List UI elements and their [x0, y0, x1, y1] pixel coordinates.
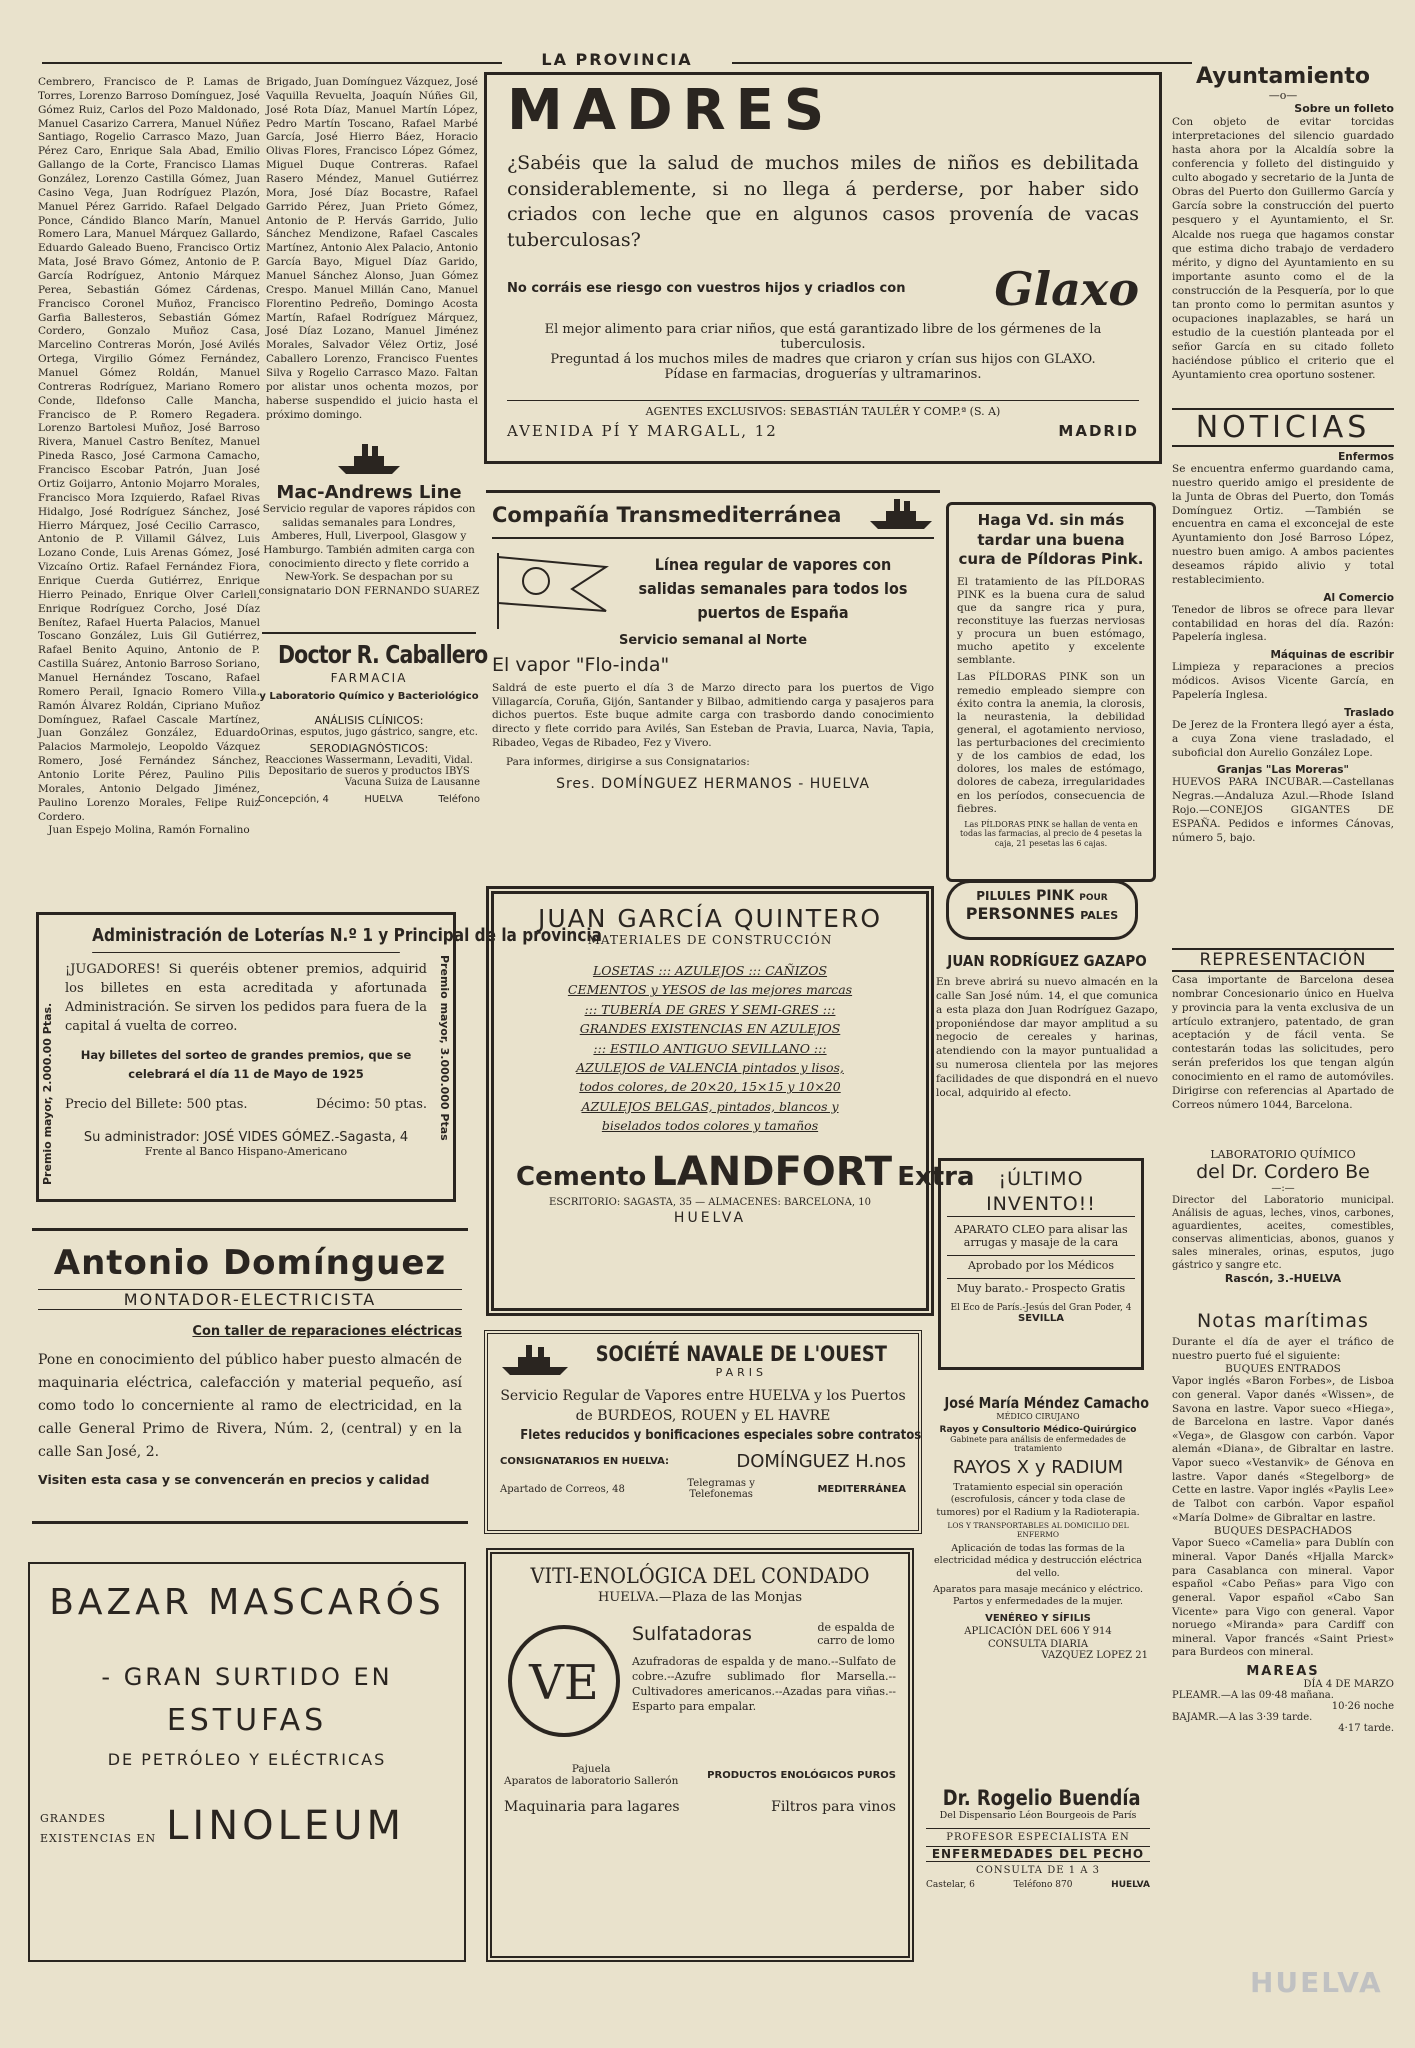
antonio-dominguez-ad	[32, 1228, 468, 1524]
caballero-sero-text: Reacciones Wassermann, Levaditi, Vidal. Depositario de sueros y productos IBYS	[265, 755, 473, 777]
bazar-l1: - GRAN SURTIDO EN	[101, 1663, 393, 1691]
trans-text: Saldrá de este puerto el día 3 de Marzo directo para los puertos de Vigo Villagarcía, Coruña, Gijón, Santander y Bilbao, admitiendo carga y pasajeros para dichos puertos. Este buque admite carga con trasbordo dando conocimiento directo y flete corrido para Avilés, San Esteban de Pravia, Luarca, Navia, Tapia, Ribadeo, Vegas de Ribadeo, Fez y Vivero.	[492, 682, 934, 749]
viti-enologica-ad	[486, 1548, 914, 1962]
buendia-sub: Del Dispensario Léon Bourgeois de París	[939, 1810, 1137, 1821]
mendez-camacho-ad	[922, 1390, 1154, 1780]
notas-date: DÍA 4 DE MARZO	[1303, 1679, 1394, 1691]
ultimo-aprobado: Aprobado por los Médicos	[947, 1255, 1135, 1272]
notas-t3d: 4·17 tarde.	[1338, 1723, 1394, 1735]
viti-pajuela: Pajuela	[571, 1763, 611, 1775]
ouest-title: SOCIÉTÉ NAVALE DE L'OUEST	[595, 1342, 887, 1366]
madres-risk-row	[507, 262, 1139, 316]
pink-pill-box	[946, 880, 1138, 940]
notas-intro: Durante el día de ayer el tráfico de nuestro puerto fué el siguiente:	[1172, 1336, 1394, 1362]
viti-filtros: Filtros para vinos	[771, 1799, 896, 1815]
loterias-p1: ¡JUGADORES! Si queréis obtener premios, adquirid los billetes en esta acreditada y afortunada Administración. Se sirven los pedidos para fuera de la capital á vuelta de correo.	[65, 962, 427, 1034]
noticias-h1: Enfermos	[1338, 451, 1394, 463]
noticias-title: NOTICIAS	[1172, 408, 1394, 447]
quintero-item-8: AZULEJOS BELGAS, pintados, blancos y	[581, 1098, 839, 1114]
ouest-fletes: Fletes reducidos y bonificaciones especiales sobre contratos	[520, 1428, 922, 1444]
caballero-city: HUELVA	[364, 794, 403, 805]
bazar-l2: ESTUFAS	[166, 1703, 328, 1738]
pink-can-3: POUR	[1079, 893, 1108, 903]
quintero-item-5: ::: ESTILO ANTIGUO SEVILLANO :::	[593, 1040, 827, 1056]
noticias-t4: De Jerez de la Frontera llegó ayer a ésta, a cuya Zona viene trasladado, el suboficial don Aurelio González Lope.	[1172, 718, 1394, 759]
gazapo-title: JUAN RODRÍGUEZ GAZAPO	[947, 952, 1147, 970]
madres-address: AVENIDA PÍ Y MARGALL, 12	[507, 421, 778, 440]
noticias-t2: Tenedor de libros se ofrece para llevar contabilidad en horas del día. Razón: Papelería inglesa.	[1172, 603, 1394, 644]
buendia-title: Dr. Rogelio Buendía	[942, 1786, 1141, 1810]
madres-city: MADRID	[1058, 421, 1139, 440]
notas-t3b: 10·26 noche	[1331, 1701, 1394, 1713]
ultimo-eco: El Eco de París.-Jesús del Gran Poder, 4	[950, 1303, 1132, 1314]
pink-title: Haga Vd. sin más tardar una buena cura de Píldoras Pink.	[958, 511, 1144, 568]
viti-aparatos: Aparatos de laboratorio Sallerón	[504, 1775, 679, 1787]
noticias-h2: Al Comercio	[1323, 591, 1394, 604]
pink-pills-ad	[946, 502, 1156, 882]
pink-p2: Las PÍLDORAS PINK son un remedio empleado siempre con éxito contra la anemia, la clorosis, la neurastenia, la debilidad general, el agotamiento nervioso, las perturbaciones del crecimiento y de los cambios de edad, los dolores, los males de estómago, dolores de cabeza, irregularidades en los períodos, consecuencia de fiebres.	[957, 671, 1145, 815]
loterias-title: Administración de Loterías N.º 1 y Principal de la provincia	[92, 925, 400, 953]
quintero-item-1: LOSETAS ::: AZULEJOS ::: CAÑIZOS	[592, 963, 828, 978]
loterias-prices	[65, 1097, 427, 1112]
landfort-row	[516, 1149, 975, 1196]
masthead-rule-right	[732, 62, 1192, 64]
quintero-item-9: biselados todos colores y tamaños	[601, 1118, 819, 1133]
dominguez-visit: Visiten esta casa y se convencerán en precios y calidad	[38, 1472, 430, 1488]
bazar-lino-row	[40, 1803, 454, 1849]
notas-h2: BUQUES DESPACHADOS	[1213, 1525, 1353, 1538]
ultimo-barato: Muy barato.- Prospecto Gratis	[947, 1278, 1135, 1295]
ouest-city: PARIS	[715, 1366, 767, 1379]
noticias-section	[1172, 408, 1394, 928]
caballero-phone: Teléfono	[438, 794, 480, 805]
laboratorio-sep: —:—	[1271, 1183, 1295, 1194]
loterias-side-right: Premio mayor, 3.000.000 Ptas	[438, 955, 451, 1141]
trans-service: Servicio semanal al Norte	[618, 633, 808, 648]
buendia-prof: PROFESOR ESPECIALISTA EN	[926, 1828, 1150, 1843]
loterias-p2: Hay billetes del sorteo de grandes premios, que se celebrará el día 11 de Mayo de 1925	[80, 1048, 412, 1081]
quintero-item-7: todos colores, de 20×20, 15×15 y 10×20	[579, 1079, 841, 1095]
viti-row2	[504, 1763, 896, 1787]
landfort-cemento: Cemento	[516, 1162, 647, 1193]
noticias-h3: Máquinas de escribir	[1270, 649, 1394, 662]
dominguez-taller: Con taller de reparaciones eléctricas	[192, 1324, 462, 1339]
ouest-header	[500, 1342, 906, 1379]
caballero-ad	[258, 640, 488, 870]
masthead-title: LA PROVINCIA	[541, 50, 693, 69]
ouest-service: Servicio Regular de Vapores entre HUELVA y los Puertos de BURDEOS, ROUEN y EL HAVRE	[500, 1388, 906, 1424]
conscripts-last-line: Juan Espejo Molina, Ramón Fornalino	[48, 824, 250, 837]
ayuntamiento-subtitle: Sobre un folleto	[1294, 102, 1394, 115]
viti-title: VITI-ENOLÓGICA DEL CONDADO	[530, 1564, 870, 1588]
mendez-t4: VENÉREO Y SÍFILIS	[985, 1612, 1091, 1624]
laboratorio-text: Director del Laboratorio municipal. Análisis de aguas, leches, vinos, carbones, aguardientes, aceites, comestibles, conservas alimenticias, abonos, guanos y sales minerales, orinas, esputos, jugo gástrico y sangre etc.	[1172, 1195, 1394, 1271]
viti-sulfatadoras: Sulfatadoras	[632, 1623, 752, 1645]
bazar-g1: GRANDES	[40, 1812, 107, 1826]
dominguez-text: Pone en conocimiento del público haber puesto almacén de maquinaria eléctrica, calefacción y material pequeño, así como todo lo concerniente al ramo de electricidad, en la calle General Primo de Rivera, Núm. 2, (central) y en la calle San José, 2.	[38, 1352, 462, 1461]
ultimo-aparato: APARATO CLEO para alisar las arrugas y masaje de la cara	[954, 1223, 1128, 1250]
noticias-t3: Limpieza y reparaciones a precios módicos. Avisos Vicente García, en Papelería Inglesa.	[1172, 661, 1394, 702]
trans-ship: El vapor "Flo-inda"	[492, 654, 670, 676]
quintero-item-2: CEMENTOS y YESOS de las mejores marcas	[567, 982, 853, 998]
caballero-address: Concepción, 4	[258, 794, 329, 805]
ultimo-invento-ad	[938, 1158, 1144, 1370]
ouest-cons-row	[500, 1451, 906, 1472]
trans-title: Compañía Transmediterránea	[492, 503, 842, 527]
caballero-footer	[258, 794, 480, 805]
landfort-brand: LANDFORT	[651, 1149, 893, 1196]
viti-body	[504, 1621, 896, 1741]
mac-andrews-text: Servicio regular de vapores rápidos con salidas semanales para Londres, Amberes, Hull, Liverpool, Glasgow y Hamburgo. También admiten carga con conocimiento directo y flete corrido a New-York. Se despachan por su consignatario DON FERNANDO SUAREZ	[258, 503, 480, 597]
notas-maritimas-section	[1172, 1310, 1394, 1960]
ayuntamiento-title: Ayuntamiento	[1196, 64, 1370, 89]
laboratorio-section	[1172, 1148, 1394, 1308]
ouest-apartado: Apartado de Correos, 48	[500, 1483, 625, 1495]
noticias-t5: HUEVOS PARA INCUBAR.—Castellanas Negras.—Andaluza Azul.—Rhode Island Rojo.—CONEJOS GIGANTES DE ESPAÑA. Pedidos e informes Cánovas, número 5, bajo.	[1172, 776, 1394, 844]
mac-andrews-title: Mac-Andrews Line	[276, 482, 462, 503]
loterias-side-left: Premio mayor, 2.000.00 Ptas.	[41, 1002, 54, 1185]
dominguez-subtitle: MONTADOR-ELECTRICISTA	[38, 1289, 462, 1310]
bazar-existencias	[40, 1809, 156, 1849]
mac-andrews-ad	[258, 440, 480, 630]
quintero-subtitle: MATERIALES DE CONSTRUCCIÓN	[587, 933, 833, 947]
madres-title: MADRES	[507, 78, 835, 143]
buendia-city: HUELVA	[1111, 1880, 1150, 1891]
caballero-clinical-heading: ANÁLISIS CLÍNICOS:	[314, 714, 424, 727]
steamship-icon	[868, 497, 934, 533]
madres-risk: No corráis ese riesgo con vuestros hijos y criadlos con	[507, 281, 906, 297]
pink-can-1: PILULES	[976, 889, 1031, 903]
notas-h3: MAREAS	[1246, 1664, 1320, 1680]
quintero-list	[516, 961, 904, 1135]
buendia-enf: ENFERMEDADES DEL PECHO	[926, 1846, 1150, 1862]
transmediterranea-ad	[486, 490, 940, 860]
laboratorio-head: LABORATORIO QUÍMICO	[1210, 1148, 1356, 1161]
gazapo-text: En breve abrirá su nuevo almacén en la calle San José núm. 14, el que comunica a esta plaza don Juan Rodríguez Gazapo, proponiéndose dar mayor amplitud a su negocio de cereales y harinas, atendiendo con la mayor puntualidad a su numerosa clientela por las mejores facilidades de que dispondrá en el nuevo local, adquirido al efecto.	[936, 976, 1158, 1099]
notas-t3c: BAJAMR.—A las 3·39 tarde.	[1172, 1712, 1313, 1724]
mendez-address: VAZQUEZ LOPEZ 21	[1041, 1649, 1148, 1661]
buendia-address: Castelar, 6	[926, 1880, 975, 1891]
pink-can-2: PINK	[1036, 888, 1075, 904]
societe-navale-ad	[484, 1330, 922, 1534]
masthead-rule-left	[42, 62, 502, 64]
ouest-dominguez: DOMÍNGUEZ H.nos	[736, 1451, 906, 1473]
conscripts-list-col2: Brigado, Juan Domínguez Vázquez, José Vaquilla Revuelta, Joaquín Núñes Gil, José Rota Díaz, Manuel Martín López, Pedro Martín Toscano, Rafael Marbé García, José Hierro Báez, Horacio Olivas Flores, Francisco López Gómez, Miguel Duque Contreras. Rafael Rasero Méndez, Manuel Gutiérrez Mora, José Díaz Bocastre, Rafael Garrido Pérez, Juan Prieto Gómez, Antonio de P. Hervás Garrido, Julio Sánchez Mendizone, Rafael Cascales Martínez, Antonio Alex Palacio, Antonio García Bayo, Miguel Díaz Garido, Manuel Sánchez Alonso, Juan Gómez Crespo. Manuel Millán Cano, Manuel Florentino Pedreño, Domingo Acosta Martín, Rafael Rodríguez Márquez, José Díaz Lozano, Manuel Jiménez Morales, Salvador Vélez Ortiz, José Caballero Lorenzo, Francisco Fuentes Silva y Rogelio Carrasco Mazo. Faltan por alistar unos ochenta mozos, por haberse suspendido el juicio hasta el próximo domingo.	[266, 76, 478, 421]
mendez-t6: CONSULTA DIARIA	[987, 1638, 1089, 1650]
noticias-h5: Granjas "Las Moreras"	[1216, 764, 1350, 777]
ouest-mediterranea: MEDITERRÁNEA	[817, 1483, 906, 1495]
ouest-footer	[500, 1478, 906, 1500]
ouest-telegramas: Telegramas y Telefonemas	[687, 1478, 755, 1501]
ayuntamiento-sep: —o—	[1268, 89, 1298, 102]
representacion-title: REPRESENTACIÓN	[1172, 948, 1394, 972]
caballero-sero-heading: SERODIAGNÓSTICOS:	[309, 742, 429, 755]
bazar-linoleum: LINOLEUM	[166, 1803, 405, 1849]
trans-line: Línea regular de vapores con salidas semanales para todos los puertos de España	[638, 555, 908, 622]
viti-maquinaria: Maquinaria para lagares	[504, 1799, 680, 1815]
bazar-g2: EXISTENCIAS EN	[40, 1832, 157, 1846]
trans-info: Para informes, dirigirse a sus Consignatarios:	[506, 756, 750, 769]
madres-address-row	[507, 422, 1139, 440]
madres-p1: El mejor alimento para criar niños, que está garantizado libre de los gérmenes de la tuberculosis.	[544, 321, 1102, 352]
buendia-cons: CONSULTA DE 1 A 3	[975, 1865, 1101, 1877]
viti-esp: de espalda de carro de lomo	[817, 1621, 895, 1647]
viti-text-block	[624, 1621, 896, 1741]
gazapo-ad	[936, 952, 1158, 1152]
caballero-clinical-text: Orinas, esputos, jugo gástrico, sangre, etc.	[260, 727, 478, 738]
divider	[262, 632, 476, 634]
caballero-vaccine: Vacuna Suiza de Lausanne	[344, 777, 480, 788]
caballero-pharmacy: FARMACIA	[330, 671, 408, 685]
trans-header	[492, 497, 934, 539]
representacion-section	[1172, 948, 1394, 1148]
mendez-title: José María Méndez Camacho	[944, 1394, 1149, 1412]
pink-p3: Las PÍLDORAS PINK se hallan de venta en todas las farmacias, al precio de 4 pesetas la caja, 21 pesetas las 6 cajas.	[959, 819, 1143, 848]
notas-t3a: PLEAMR.—A las 09·48 mañana.	[1172, 1690, 1334, 1702]
madres-p2: Preguntad á los muchos miles de madres que criaron y crían sus hijos con GLAXO.	[550, 351, 1096, 367]
quintero-item-4: GRANDES EXISTENCIAS EN AZULEJOS	[579, 1021, 841, 1037]
mendez-s2: Rayos y Consultorio Médico-Quirúrgico	[939, 1425, 1137, 1435]
noticias-t1: Se encuentra enfermo guardando cama, nuestro querido amigo el presidente de la Junta de Obras del Puerto, don Tomás Domínguez Ortiz. —También se encuentra en cama el exconcejal de este Ayuntamiento don José Barroso López, nuestro buen amigo. A ambos pacientes deseamos rápido alivio y total restablecimiento.	[1172, 463, 1394, 586]
buendia-footer	[926, 1880, 1150, 1890]
viti-azufradoras: Azufradoras de espalda y de mano.--Sulfato de cobre.--Azufre sublimado flor Marsella.-- Cultivadores americanos.--Azadas para viñas.--Esparto para empalar.	[632, 1655, 896, 1713]
viti-productos: PRODUCTOS ENOLÓGICOS PUROS	[707, 1769, 896, 1781]
madres-ad	[484, 72, 1162, 464]
quintero-office: ESCRITORIO: SAGASTA, 35 — ALMACENES: BARCELONA, 10	[549, 1197, 871, 1209]
loterias-admin: Su administrador: JOSÉ VIDES GÓMEZ.-Sagasta, 4	[83, 1130, 409, 1146]
caballero-title: Doctor R. Caballero	[277, 640, 488, 669]
notas-h1: BUQUES ENTRADOS	[1225, 1363, 1341, 1376]
bazar-mascaros-ad	[28, 1562, 466, 1962]
quintero-ad	[486, 886, 975, 1316]
pink-p1: El tratamiento de las PÍLDORAS PINK es la buena cura de salud que da sangre rica y pura, reconstituye las fuerzas nerviosas y procura un buen estómago, mucho apetito y excelente semblante.	[957, 575, 1145, 667]
madres-p3: Pídase en farmacias, droguerías y ultramarinos.	[664, 366, 982, 382]
viti-sub: HUELVA.—Plaza de las Monjas	[597, 1590, 803, 1605]
glaxo-logo: Glaxo	[994, 261, 1139, 316]
quintero-item-6: AZULEJOS de VALENCIA pintados y lisos,	[576, 1059, 844, 1075]
mendez-rayos: RAYOS X y RADIUM	[952, 1457, 1124, 1478]
quintero-item-3: ::: TUBERÍA DE GRES Y SEMI-GRES :::	[584, 1001, 836, 1017]
laboratorio-title: del Dr. Cordero Be	[1196, 1161, 1370, 1183]
mendez-sub: MÉDICO CIRUJANO	[996, 1412, 1080, 1421]
caballero-lab: y Laboratorio Químico y Bacteriológico	[259, 691, 479, 702]
mendez-s3: Gabinete para análisis de enfermedades de tratamiento	[950, 1435, 1126, 1453]
madres-question: ¿Sabéis que la salud de muchos miles de niños es debilitada considerablemente, si no llega á perderse, por haber sido criados con leche que en algunos casos provenía de vacas tuberculosas?	[507, 152, 1139, 251]
loterias-decimo: Décimo: 50 ptas.	[316, 1097, 427, 1113]
viti-row3	[504, 1799, 896, 1815]
notas-title: Notas marítimas	[1197, 1310, 1369, 1332]
dominguez-title: Antonio Domínguez	[53, 1243, 447, 1283]
buendia-phone: Teléfono 870	[1013, 1880, 1073, 1891]
conscripts-list-col1	[38, 76, 260, 846]
viti-sulf-row	[632, 1621, 896, 1647]
mendez-t5: APLICACIÓN DEL 606 Y 914	[964, 1625, 1112, 1637]
quintero-city: HUELVA	[673, 1210, 747, 1227]
conscripts-text: Cembrero, Francisco de P. Lamas de Torres, Lorenzo Barroso Domínguez, José Gómez Ruiz, Carlos del Pozo Maldonado, Manuel Casarizo Carrera, Manuel Núñez Santiago, Rogelio Carrasco Mazo, Juan Pérez Caro, Enrique Sala Abad, Emilio Gallango de la Corte, Francisco Llamas González, Lorenzo Castilla Gómez, Juan Casino Vega, Juan Rodríguez Plazón, Manuel Pérez Garrido. Rafael Delgado Ponce, Cándido Blanco Marín, Manuel Romero Lara, Manuel Márquez Gallardo, Eduardo Galeado Bueno, Francisco Ortiz Mata, José Bravo Gómez, Antonio de P. García Rodríguez, Antonio Márquez Perea, Sebastián Gómez Cárdenas, Francisco Coronel Muñoz, Francisco Garfia Ballesteros, Sebastián Gómez Cordero, Gonzalo Muñoz Casa, Marcelino Contreras Morón, José Avilés Ortega, Virgilio Gómez Fernández, Manuel Gómez Roldán, Manuel Contreras Rodríguez, Mariano Romero Conde, Ildefonso Calle Mancha, Francisco de P. Romero Regadera. Lorenzo Bartolesi Muñoz, José Barroso Rivera, Manuel Castro Benítez, Manuel Pineda Rasco, José Carmona Camacho, Francisco Escobar Patrón, Juan José Ortiz Goijarro, Antonio Mojarro Morales, Francisco Mora Izquierdo, Rafael Rivas Hidalgo, José Rodríguez Sánchez, José Hierro Márquez, José Cecilio Carrasco, Antonio de P. Villamil Gálvez, Luis Lozano Conde, Luis Arenas Gómez, José Vizcaíno Ortiz. Rafael Fernández Fiora, Enrique Cuerda Gutiérrez, Enrique Hierro Peinado, Enrique Olver Carlell, Enrique Rodríguez Corcho, José Díaz Benítez, Rafael Huerta Palacios, Manuel Toscano González, Luis Gil Gutiérrez, Rafael Benito Aquino, Antonio de P. Castilla Suárez, Antonio Barroso Soriano, Manuel Hernández Toscano, Rafael Romero Perail, Ignacio Romero Villa. Ramón Álvarez Roldán, Cipriano Muñoz Domínguez, Rafael Cascale Martínez, Juan González González, Eduardo Palacios Marmolejo, Leopoldo Vázquez Romero, José Fernández Sánchez, Antonio Lorite Pérez, Paulino Pilis Morales, Antonio Delgado Jiménez, Paulino Lorenzo Morales, Felipe Ruiz Cordero.	[38, 76, 260, 823]
archive-watermark: HUELVA	[1250, 1966, 1383, 1999]
laboratorio-address: Rascón, 3.-HUELVA	[1224, 1272, 1342, 1285]
steamship-icon	[334, 440, 404, 478]
ayuntamiento-text: Con objeto de evitar torcidas interpretaciones del silencio guardado hasta ahora por la Alcaldía sobre la conferencia y folleto del distinguido y culto abogado y secretario de la Junta de Obras del Puerto don Guillermo García y García sobre la construcción del puerto pesquero y el Ayuntamiento, el Sr. Alcalde nos ruega que hagamos constar que estima dicho trabajo de verdadero mérito, y digno del Ayuntamiento en su importante asunto como el de la construcción de la Pesquería, por lo que tan pronto como lo permitan asuntos y ocupaciones inaplazables, se hará un estudio de la cuestión planteada por el señor García en su citado folleto haciéndose público el criterio que el Ayuntamiento crea oportuno sostener.	[1172, 116, 1394, 382]
quintero-title: JUAN GARCÍA QUINTERO	[537, 904, 883, 933]
madres-agents: AGENTES EXCLUSIVOS: SEBASTIÁN TAULÉR Y COMP.ª (S. A)	[507, 400, 1139, 418]
ve-logo-icon	[504, 1621, 624, 1741]
mendez-t3: Aparatos para masaje mecánico y eléctrico. Partos y enfermedades de la mujer.	[932, 1584, 1144, 1608]
mendez-t1b: LOS Y TRANSPORTABLES AL DOMICILIO DEL ENFERMO	[947, 1521, 1129, 1540]
ayuntamiento-section	[1172, 64, 1394, 410]
loterias-price: Precio del Billete: 500 ptas.	[65, 1097, 248, 1113]
representacion-text: Casa importante de Barcelona desea nombrar Concesionario único en Huelva y provincia para la venta exclusiva de un artículo extranjero, patentado, de gran aceptación y de fácil venta. Se contestarán todas las solicitudes, pero serán preferidos los que tengan algún conocimiento en el ramo de automóviles. Dirigirse con referencias al Apartado de Correos número 1044, Barcelona.	[1172, 974, 1394, 1111]
bazar-title: BAZAR MASCARÓS	[49, 1582, 445, 1623]
buendia-ad	[920, 1782, 1156, 1978]
viti-logo-text: VE	[529, 1655, 599, 1711]
trans-footer: Sres. DOMÍNGUEZ HERMANOS - HUELVA	[556, 776, 870, 793]
masthead-bar	[42, 50, 1192, 70]
bazar-l3: DE PETRÓLEO Y ELÉCTRICAS	[107, 1750, 387, 1769]
notas-t1: Vapor inglés «Baron Forbes», de Lisboa con general. Vapor danés «Wissen», de Savona en lastre. Vapor sueco «Hiega», de Barcelona en lastre. Vapor danés «Vega», de Glasgow con carbón. Vapor alemán «Diana», de Gibraltar en lastre. Vapor sueco «Vestanvik» de Génova en lastre. Vapor danés «Stegelborg» de Cette en lastre. Vapor inglés «Paylis Lee» de Talbot con carbón. Vapor español «María Dolme» de Gibraltar en lastre.	[1172, 1375, 1394, 1524]
viti-pajuela-block	[504, 1763, 678, 1787]
ultimo-title: ¡ÚLTIMO INVENTO!!	[947, 1167, 1135, 1217]
ultimo-city: SEVILLA	[1018, 1313, 1064, 1325]
ouest-cons: CONSIGNATARIOS EN HUELVA:	[500, 1456, 670, 1468]
pink-can-4: PERSONNES	[965, 904, 1076, 923]
pink-can-5: PALES	[1080, 909, 1119, 922]
notas-t2: Vapor Sueco «Camelia» para Dublín con mineral. Vapor Danés «Hjalla Marck» para Casablanca con mineral. Vapor español «Cabo Peñas» para Vigo con general. Vapor español «Cabo San Vicente» para Vigo con general. Vapor noruego «Miranda» para Cardiff con mineral. Vapor francés «Saint Priest» para Burdeos con mineral.	[1172, 1537, 1394, 1659]
flag-icon	[492, 549, 612, 629]
loterias-frente: Frente al Banco Hispano-Americano	[144, 1145, 348, 1159]
mendez-t1: Tratamiento especial sin operación (escrofulosis, cáncer y toda clase de tumores) por el Radium y la Radioterapia.	[936, 1482, 1140, 1518]
mendez-t2: Aplicación de todas las formas de la electricidad médica y destrucción eléctrica del vello.	[934, 1543, 1142, 1579]
trans-line-row	[492, 549, 934, 629]
noticias-h4: Traslado	[1344, 706, 1394, 719]
steamship-icon	[500, 1343, 570, 1379]
landfort-extra: Extra	[897, 1162, 975, 1193]
quintero-items	[516, 961, 904, 1135]
